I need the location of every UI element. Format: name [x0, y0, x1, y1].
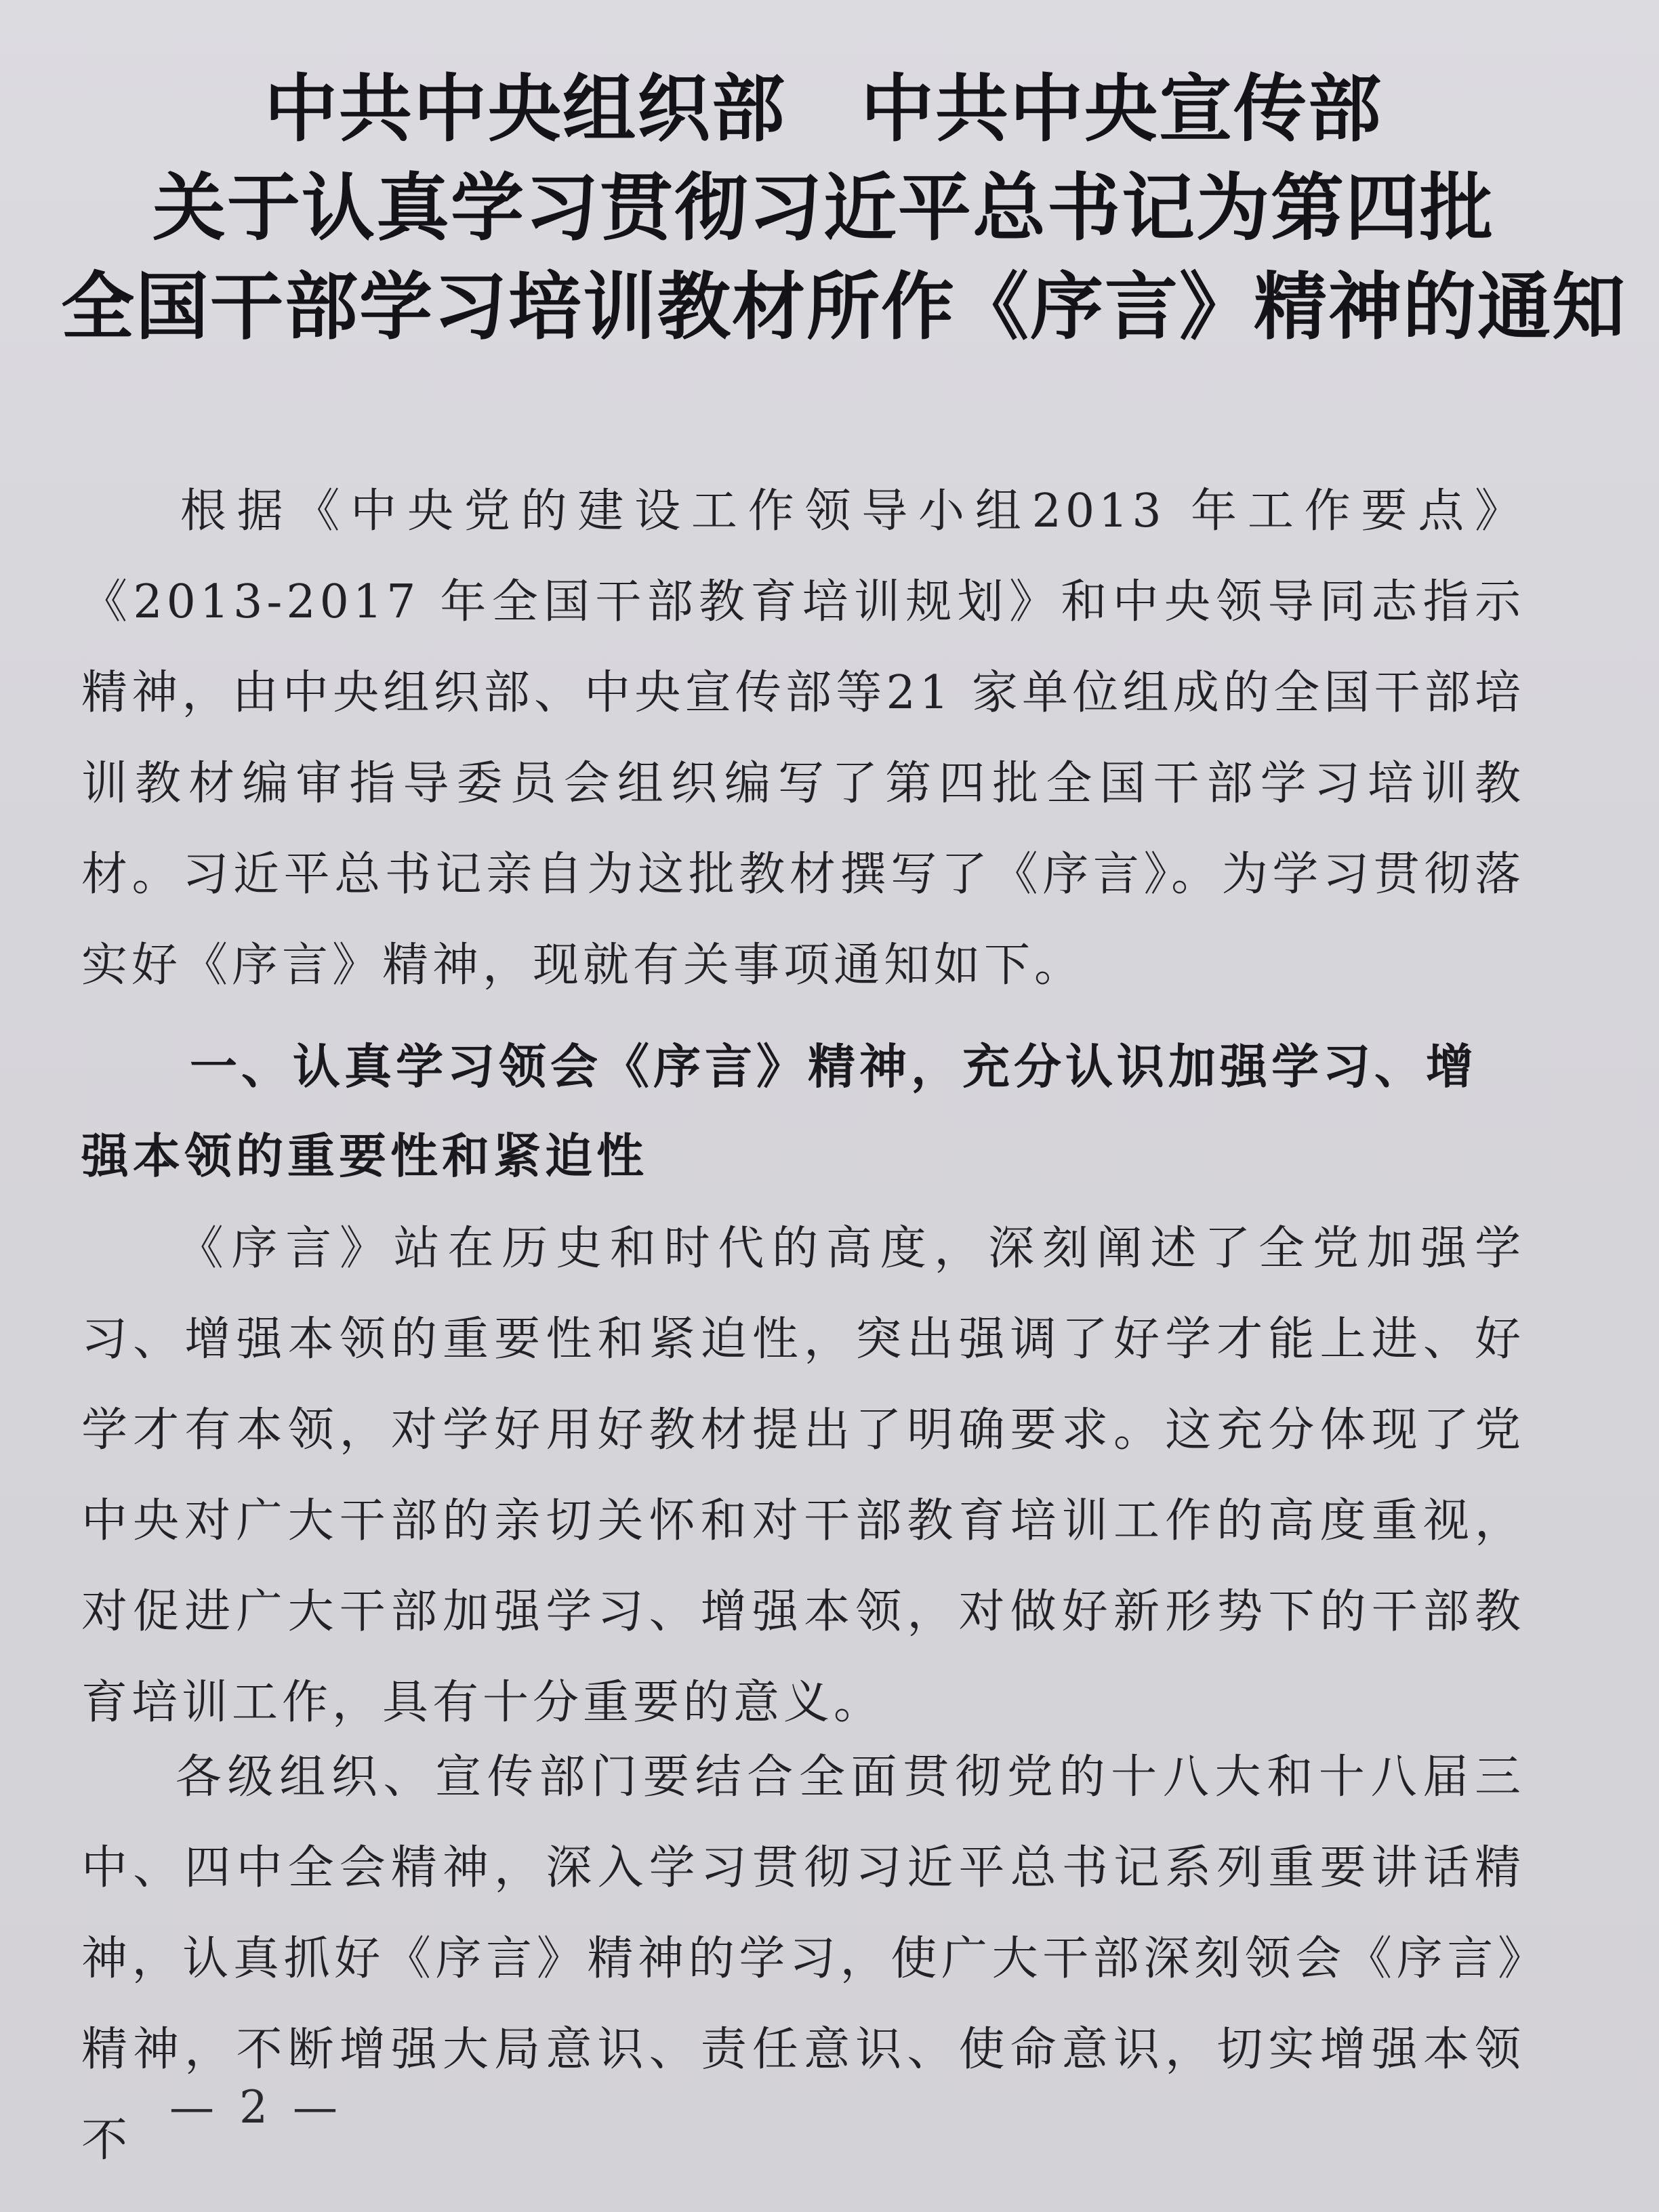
- document-title-line-3: 全国干部学习培训教材所作《序言》精神的通知: [61, 265, 1627, 350]
- paragraph-departments-requirements-text: 各级组织、宣传部门要结合全面贯彻党的十八大和十八届三中、四中全会精神，深入学习贯彻习近平总书记系列重要讲话精神，认真抓好《序言》精神的学习，使广大干部深刻领会《序言》精神，不断增强大局意识、责任意识、使命意识，切实增强本领不: [81, 1750, 1525, 2167]
- section-heading-1: [81, 1022, 1525, 1201]
- document-title-line-1: 中共中央组织部 中共中央宣传部: [264, 67, 1382, 152]
- paragraph-intro-text: 根据《中央党的建设工作领导小组2013 年工作要点》《2013-2017 年全国干部教育培训规划》和中央领导同志指示精神，由中央组织部、中央宣传部等21 家单位组成的全国干部培训教材编审指导委员会组织编写了第四批全国干部学习培训教材。习近平总书记亲自为这批教材撰写了《序言》。为学习贯彻落实好《序言》精神，现就有关事项通知如下。: [81, 485, 1525, 992]
- document-title-line-2: 关于认真学习贯彻习近平总书记为第四批: [152, 166, 1494, 251]
- paragraph-preface-significance: [81, 1204, 1525, 1748]
- paragraph-intro: [81, 466, 1525, 1011]
- section-heading-text: 一、认真学习领会《序言》精神，充分认识加强学习、增强本领的重要性和紧迫性: [81, 1039, 1477, 1184]
- paragraph-preface-significance-text: 《序言》站在历史和时代的高度，深刻阐述了全党加强学习、增强本领的重要性和紧迫性，突出强调了好学才能上进、好学才有本领，对学好用好教材提出了明确要求。这充分体现了党中央对广大干部的亲切关怀和对干部教育培训工作的高度重视，对促进广大干部加强学习、增强本领，对做好新形势下的干部教育培训工作，具有十分重要的意义。: [81, 1222, 1525, 1729]
- page-number: — 2 —: [169, 2081, 343, 2133]
